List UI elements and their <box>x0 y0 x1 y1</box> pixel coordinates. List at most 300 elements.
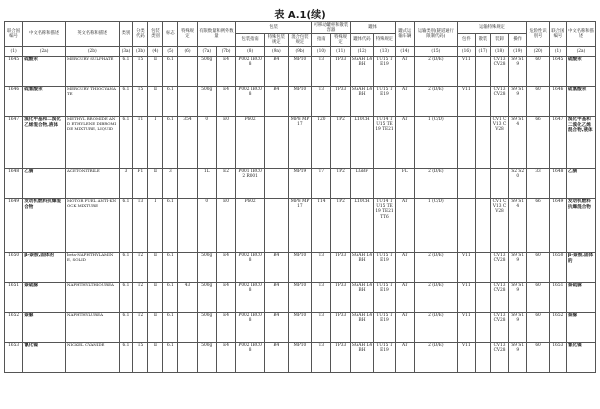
cell-pg: Ⅰ <box>148 116 163 168</box>
cell-un2: 1650 <box>549 252 566 282</box>
dangerous-goods-table <box>4 21 596 373</box>
cell-op: S9 S19 <box>509 342 527 372</box>
cell-pg: Ⅱ <box>148 168 163 198</box>
cell-blk <box>475 252 490 282</box>
header-row-group <box>5 22 596 34</box>
table-row <box>5 342 596 372</box>
cell-mp: MP10 <box>288 312 312 342</box>
cell-sp <box>178 312 197 342</box>
cell-tsp: TU15 TE19 <box>374 86 395 116</box>
cell-hin: 66 <box>527 198 549 252</box>
cell-lab: 3 <box>163 168 178 198</box>
cell-veh: AT <box>395 116 414 168</box>
cell-tc: SGAH L4BH <box>350 342 374 372</box>
cell-un: 1646 <box>5 86 23 116</box>
cell-op: S9 S19 <box>509 282 527 312</box>
cell-op: S9 S19 <box>509 56 527 86</box>
cell-veh: AT <box>395 342 414 372</box>
cell-pi: P002 IBC08 <box>236 312 265 342</box>
cell-sp <box>178 252 197 282</box>
table-title: 表 A.1(续) <box>274 10 326 21</box>
header-hazard-id: 危险性识别号 <box>527 22 549 47</box>
cell-ti: T3 <box>312 56 331 86</box>
cell-pi: P001 IBC02 R001 <box>236 168 265 198</box>
cell-pg: Ⅱ <box>148 312 163 342</box>
cell-lab: 6.1 <box>163 56 178 86</box>
header-class-code: 分类代码 <box>133 22 148 47</box>
cell-hin: 60 <box>527 86 549 116</box>
cell-ts: TP33 <box>331 282 350 312</box>
cell-veh: AT <box>395 252 414 282</box>
cell-pg: Ⅱ <box>148 86 163 116</box>
cell-pi: P002 IBC08 <box>236 56 265 86</box>
header-label: 标志 <box>163 22 178 47</box>
cell-tsp: TU14 TU15 TE19 TE21 <box>374 116 395 168</box>
header-ts-package: 包件 <box>457 34 475 46</box>
cell-pi: P602 <box>236 198 265 252</box>
cell-un: 1652 <box>5 312 23 342</box>
cell-ts: TP2 <box>331 168 350 198</box>
cell-pi: P002 IBC08 <box>236 252 265 282</box>
cell-ts: TP2 <box>331 198 350 252</box>
cell-lab: 6.1 <box>163 252 178 282</box>
cell-ld: CV13 CV28 <box>490 56 508 86</box>
cell-en: ACETONITRILE <box>66 168 120 198</box>
cell-ps: B4 <box>265 252 289 282</box>
cell-ts: TP33 <box>331 252 350 282</box>
cell-un2: 1645 <box>549 56 566 86</box>
cell-pi: P002 IBC08 <box>236 86 265 116</box>
cell-tc: SGAH L4BH <box>350 86 374 116</box>
cell-mp: MP10 <box>288 86 312 116</box>
cell-lq: 500g <box>197 312 216 342</box>
cell-pg: Ⅱ <box>148 282 163 312</box>
column-number: (9a) <box>265 46 289 56</box>
cell-en: MERCURY SULPHATE <box>66 56 120 86</box>
cell-cn2: 萘脲 <box>566 312 595 342</box>
cell-ld <box>490 168 508 198</box>
cell-cls: 6.1 <box>119 198 133 252</box>
column-number: (17) <box>475 46 490 56</box>
cell-sp: 43 <box>178 282 197 312</box>
cell-eq: E4 <box>216 312 235 342</box>
cell-cat: 2 (D/E) <box>414 312 457 342</box>
cell-lq: 500g <box>197 56 216 86</box>
column-number: (11) <box>331 46 350 56</box>
cell-ti: T7 <box>312 168 331 198</box>
cell-cat: 1 (C/D) <box>414 198 457 252</box>
cell-cn2: 乙腈 <box>566 168 595 198</box>
cell-ld: CV13 CV28 <box>490 342 508 372</box>
header-un-no-2: 联合国编号 <box>549 22 566 47</box>
cell-tc: SGAH L4BH <box>350 56 374 86</box>
cell-hin: 60 <box>527 312 549 342</box>
cell-mp: MP10 <box>288 342 312 372</box>
cell-blk <box>475 86 490 116</box>
cell-cls: 6.1 <box>119 282 133 312</box>
cell-un2: 1651 <box>549 282 566 312</box>
header-tank-inst: 指南 <box>312 34 331 46</box>
cell-ld: CV1 CV13 CV28 <box>490 116 508 168</box>
header-cn-name-2: 中文名称和描述 <box>566 22 595 47</box>
cell-op: S9 S19 <box>509 252 527 282</box>
cell-tc: SGAH L4BH <box>350 312 374 342</box>
cell-cn: 硫酸汞 <box>23 56 66 86</box>
cell-cn: 溴化甲基和二溴化乙烯混合物,液体 <box>23 116 66 168</box>
column-number: (19) <box>509 46 527 56</box>
cell-code: T2 <box>133 282 148 312</box>
cell-blk <box>475 116 490 168</box>
table-row <box>5 312 596 342</box>
cell-blk <box>475 282 490 312</box>
table-row <box>5 116 596 168</box>
column-number: (4) <box>148 46 163 56</box>
cell-pg: Ⅱ <box>148 252 163 282</box>
cell-veh: AT <box>395 56 414 86</box>
cell-cat: 2 (D/E) <box>414 86 457 116</box>
cell-sp: 354 <box>178 116 197 168</box>
cell-lab: 6.1 <box>163 282 178 312</box>
header-transport-special: 运输特殊规定 <box>457 22 527 34</box>
cell-ps <box>265 116 289 168</box>
cell-ts: TP33 <box>331 86 350 116</box>
cell-op: S9 S19 <box>509 86 527 116</box>
column-number: (7b) <box>216 46 235 56</box>
cell-lab: 6.1 <box>163 312 178 342</box>
cell-mp: MP10 <box>288 252 312 282</box>
cell-ld: CV13 CV28 <box>490 312 508 342</box>
cell-cn2: 氰化镍 <box>566 342 595 372</box>
cell-tsp: TU15 TE19 <box>374 56 395 86</box>
cell-cls: 6.1 <box>119 342 133 372</box>
column-number: (3b) <box>133 46 148 56</box>
cell-ti: T3 <box>312 282 331 312</box>
cell-blk <box>475 342 490 372</box>
cell-eq: E4 <box>216 342 235 372</box>
cell-pkg: V11 <box>457 282 475 312</box>
cell-eq: E4 <box>216 282 235 312</box>
cell-ps: B4 <box>265 86 289 116</box>
cell-cls: 6.1 <box>119 252 133 282</box>
cell-op: S9 S19 <box>509 312 527 342</box>
cell-un: 1651 <box>5 282 23 312</box>
cell-en: METHYL BROMIDE AND ETHYLENE DIBROMIDE MIXTURE, LIQUID <box>66 116 120 168</box>
cell-lq: 500g <box>197 252 216 282</box>
cell-cn: 发动机燃料抗爆混合物 <box>23 198 66 252</box>
cell-mp: MP10 <box>288 56 312 86</box>
cell-cat: 1 (C/D) <box>414 116 457 168</box>
column-number-row <box>5 46 596 56</box>
cell-code: T5 <box>133 56 148 86</box>
cell-eq: E0 <box>216 198 235 252</box>
cell-hin: 33 <box>527 168 549 198</box>
cell-un2: 1647 <box>549 116 566 168</box>
column-number: (13) <box>374 46 395 56</box>
cell-un2: 1653 <box>549 342 566 372</box>
header-cn-name: 中文名称和描述 <box>23 22 66 47</box>
cell-cls: 6.1 <box>119 86 133 116</box>
cell-hin: 60 <box>527 282 549 312</box>
cell-lab: 6.1 <box>163 116 178 168</box>
cell-mp: MP10 <box>288 282 312 312</box>
cell-ps: B4 <box>265 282 289 312</box>
cell-lq: 500g <box>197 282 216 312</box>
cell-op: S9 S14 <box>509 116 527 168</box>
header-mixed: 混合包装规定 <box>288 34 312 46</box>
header-packing-special: 特殊包装规定 <box>265 34 289 46</box>
cell-cat: 2 (D/E) <box>414 282 457 312</box>
column-number: (18) <box>490 46 508 56</box>
table-row <box>5 56 596 86</box>
cell-cls: 6.1 <box>119 312 133 342</box>
header-tank-special: 特殊规定 <box>331 34 350 46</box>
table-body <box>5 56 596 372</box>
cell-cn2: 溴化甲基和二溴化乙烯混合物,液体 <box>566 116 595 168</box>
cell-veh: AT <box>395 198 414 252</box>
cell-tsp: TU15 TE19 <box>374 282 395 312</box>
cell-cn2: 萘硫脲 <box>566 282 595 312</box>
cell-cat: 2 (D/E) <box>414 168 457 198</box>
cell-un2: 1652 <box>549 312 566 342</box>
cell-cat: 2 (D/E) <box>414 56 457 86</box>
table-row <box>5 168 596 198</box>
cell-lab: 6.1 <box>163 198 178 252</box>
column-number: (9b) <box>288 46 312 56</box>
cell-sp <box>178 56 197 86</box>
cell-un: 1647 <box>5 116 23 168</box>
header-vehicle: 罐式运输车辆 <box>395 22 414 47</box>
header-special: 特殊规定 <box>178 22 197 47</box>
cell-cn: 萘硫脲 <box>23 282 66 312</box>
cell-pkg <box>457 116 475 168</box>
cell-blk <box>475 56 490 86</box>
cell-ti: T14 <box>312 198 331 252</box>
cell-pkg: V11 <box>457 342 475 372</box>
header-ts-op: 操作 <box>509 34 527 46</box>
header-packing-inst: 包装指南 <box>236 34 265 46</box>
cell-cn: 乙腈 <box>23 168 66 198</box>
cell-ps: B4 <box>265 312 289 342</box>
cell-lq: 0 <box>197 198 216 252</box>
cell-sp <box>178 342 197 372</box>
cell-blk <box>475 198 490 252</box>
cell-code: T2 <box>133 312 148 342</box>
cell-pg: Ⅱ <box>148 342 163 372</box>
cell-pkg: V11 <box>457 56 475 86</box>
cell-mp: MP8 MP17 <box>288 116 312 168</box>
cell-tc: SGAH L4BH <box>350 252 374 282</box>
header-transport-cat: 运输类别(隧道通行限制代码) <box>414 22 457 47</box>
cell-ts: TP2 <box>331 116 350 168</box>
column-number: (15) <box>414 46 457 56</box>
column-number: (2a) <box>23 46 66 56</box>
cell-en: MERCURY THIOCYANATE <box>66 86 120 116</box>
cell-en: NAPHTHYLTHIOUREA <box>66 282 120 312</box>
cell-pkg <box>457 198 475 252</box>
cell-lq: 1L <box>197 168 216 198</box>
cell-cn2: 硫氰酸汞 <box>566 86 595 116</box>
cell-cat: 2 (D/E) <box>414 252 457 282</box>
cell-ld: CV13 CV28 <box>490 86 508 116</box>
cell-blk <box>475 168 490 198</box>
header-limited-qty: 有限数量和例外数量 <box>197 22 236 47</box>
cell-cat: 2 (D/E) <box>414 342 457 372</box>
header-packing-class: 包装类别 <box>148 22 163 47</box>
cell-op: S9 S14 <box>509 198 527 252</box>
cell-hin: 60 <box>527 252 549 282</box>
cell-ld: CV13 CV28 <box>490 282 508 312</box>
cell-cn2: 发动机燃料抗爆混合物 <box>566 198 595 252</box>
cell-pkg: V11 <box>457 312 475 342</box>
header-un-no: 联合国编号 <box>5 22 23 47</box>
cell-pg: Ⅰ <box>148 198 163 252</box>
table-row <box>5 252 596 282</box>
cell-eq: E2 <box>216 168 235 198</box>
cell-ts: TP33 <box>331 342 350 372</box>
cell-sp <box>178 168 197 198</box>
cell-tsp: TU14 TU15 TE19 TE21 TT6 <box>374 198 395 252</box>
cell-cls: 6.1 <box>119 116 133 168</box>
table-row <box>5 198 596 252</box>
header-packing-group: 包装 <box>236 22 312 34</box>
cell-code: T2 <box>133 252 148 282</box>
cell-ti: T3 <box>312 86 331 116</box>
cell-un: 1653 <box>5 342 23 372</box>
column-number: (5) <box>163 46 178 56</box>
header-en-name: 英文名称和描述 <box>66 22 120 47</box>
cell-un: 1645 <box>5 56 23 86</box>
cell-veh: FL <box>395 168 414 198</box>
cell-op: S2 S20 <box>509 168 527 198</box>
header-ts-load: 装卸 <box>490 34 508 46</box>
header-class: 类别 <box>119 22 133 47</box>
cell-tsp: TU15 TE19 <box>374 342 395 372</box>
cell-pkg <box>457 168 475 198</box>
cell-eq: E4 <box>216 56 235 86</box>
cell-veh: AT <box>395 312 414 342</box>
cell-eq: E4 <box>216 86 235 116</box>
cell-cn: 氰化镍 <box>23 342 66 372</box>
cell-hin: 66 <box>527 116 549 168</box>
cell-cn: β-萘胺,固体的 <box>23 252 66 282</box>
table-row <box>5 86 596 116</box>
cell-tsp <box>374 168 395 198</box>
cell-ti: T3 <box>312 342 331 372</box>
cell-eq: E0 <box>216 116 235 168</box>
cell-lab: 6.1 <box>163 86 178 116</box>
cell-ps <box>265 198 289 252</box>
cell-tc: LGBF <box>350 168 374 198</box>
cell-code: T1 <box>133 116 148 168</box>
cell-tc: L10CH <box>350 116 374 168</box>
cell-mp: MP19 <box>288 168 312 198</box>
cell-cn: 萘脲 <box>23 312 66 342</box>
cell-cn2: 硫酸汞 <box>566 56 595 86</box>
cell-lq: 500g <box>197 86 216 116</box>
cell-ps: B4 <box>265 56 289 86</box>
cell-cls: 3 <box>119 168 133 198</box>
cell-ti: T3 <box>312 252 331 282</box>
cell-pi: P602 <box>236 116 265 168</box>
cell-tc: SGAH L4BH <box>350 282 374 312</box>
column-number: (7a) <box>197 46 216 56</box>
cell-pkg: V11 <box>457 86 475 116</box>
cell-en: NAPHTHYLUREA <box>66 312 120 342</box>
cell-ld: CV13 CV28 <box>490 252 508 282</box>
cell-hin: 60 <box>527 342 549 372</box>
header-tank-group: 可移动罐柜和散装容器 <box>312 22 351 34</box>
cell-un: 1650 <box>5 252 23 282</box>
column-number: (6) <box>178 46 197 56</box>
cell-code: T5 <box>133 342 148 372</box>
cell-cn: 硫氰酸汞 <box>23 86 66 116</box>
cell-code: T5 <box>133 86 148 116</box>
cell-pg: Ⅱ <box>148 56 163 86</box>
cell-lab: 6.1 <box>163 342 178 372</box>
cell-en: NICKEL CYANIDE <box>66 342 120 372</box>
cell-ts: TP33 <box>331 56 350 86</box>
cell-en: MOTOR FUEL ANTI-KNOCK MIXTURE <box>66 198 120 252</box>
cell-tc: L10CH <box>350 198 374 252</box>
column-number: (20) <box>527 46 549 56</box>
cell-en: beta-NAPHTHYLAMINE, SOLID <box>66 252 120 282</box>
column-number: (2b) <box>66 46 120 56</box>
header-ts-bulk: 散装 <box>475 34 490 46</box>
column-number: (1) <box>549 46 566 56</box>
cell-pi: P002 IBC08 <box>236 342 265 372</box>
column-number: (3a) <box>119 46 133 56</box>
cell-ps: B4 <box>265 342 289 372</box>
column-number: (12) <box>350 46 374 56</box>
header-rtank-special: 特殊规定 <box>374 34 395 46</box>
cell-lq: 500g <box>197 342 216 372</box>
cell-cn2: β-萘胺,固体的 <box>566 252 595 282</box>
cell-eq: E4 <box>216 252 235 282</box>
cell-veh: AT <box>395 86 414 116</box>
column-number: (16) <box>457 46 475 56</box>
cell-veh: AT <box>395 282 414 312</box>
cell-ti: T20 <box>312 116 331 168</box>
cell-ts: TP33 <box>331 312 350 342</box>
column-number: (10) <box>312 46 331 56</box>
cell-tsp: TU15 TE19 <box>374 312 395 342</box>
cell-pi: P002 IBC08 <box>236 282 265 312</box>
cell-un: 1649 <box>5 198 23 252</box>
cell-tsp: TU15 TE19 <box>374 252 395 282</box>
cell-un: 1648 <box>5 168 23 198</box>
header-rtank-code: 罐体代码 <box>350 34 374 46</box>
cell-ps <box>265 168 289 198</box>
cell-un2: 1646 <box>549 86 566 116</box>
cell-code: T3 <box>133 198 148 252</box>
cell-mp: MP8 MP17 <box>288 198 312 252</box>
cell-un2: 1648 <box>549 168 566 198</box>
table-row <box>5 282 596 312</box>
cell-ld: CV1 CV13 CV28 <box>490 198 508 252</box>
cell-ti: T3 <box>312 312 331 342</box>
cell-blk <box>475 312 490 342</box>
cell-cls: 6.1 <box>119 56 133 86</box>
column-number: (8) <box>236 46 265 56</box>
column-number: (14) <box>395 46 414 56</box>
cell-code: F1 <box>133 168 148 198</box>
column-number: (2a) <box>566 46 595 56</box>
column-number: (1) <box>5 46 23 56</box>
cell-lq: 0 <box>197 116 216 168</box>
cell-pkg: V11 <box>457 252 475 282</box>
cell-sp <box>178 198 197 252</box>
cell-un2: 1649 <box>549 198 566 252</box>
